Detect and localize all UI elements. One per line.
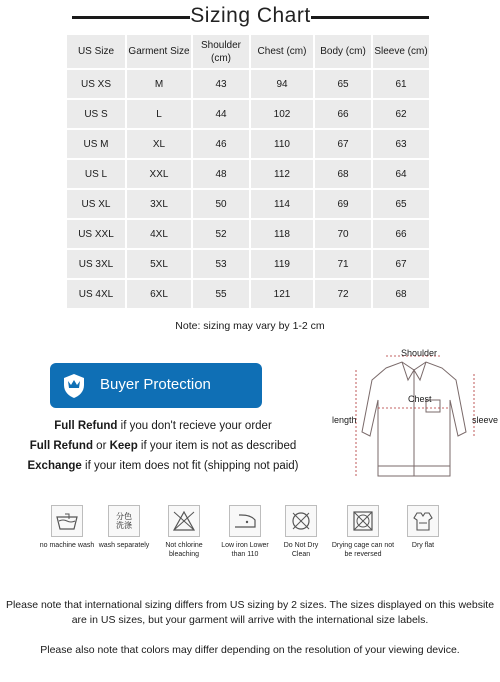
table-cell: US XS — [67, 70, 125, 98]
table-cell: 65 — [315, 70, 371, 98]
table-cell: XXL — [127, 160, 191, 188]
table-row — [67, 160, 429, 188]
table-cell: 67 — [373, 250, 429, 278]
table-cell: US S — [67, 100, 125, 128]
no-dry-clean-icon — [290, 510, 312, 532]
keep-text: if your item is not as described — [137, 440, 297, 452]
title-row — [0, 4, 500, 28]
table-cell: 67 — [315, 130, 371, 158]
table-cell: 46 — [193, 130, 249, 158]
table-row — [67, 280, 429, 308]
buyer-protection-button[interactable] — [50, 363, 262, 408]
table-cell: 55 — [193, 280, 249, 308]
table-cell: US 4XL — [67, 280, 125, 308]
table-cell: 3XL — [127, 190, 191, 218]
buyer-protection-label: Buyer Protection — [100, 376, 211, 393]
table-cell: US XXL — [67, 220, 125, 248]
table-cell: 66 — [373, 220, 429, 248]
header-sleeve: Sleeve (cm) — [373, 35, 429, 68]
care-item — [36, 505, 98, 550]
table-cell: L — [127, 100, 191, 128]
table-cell: 118 — [251, 220, 313, 248]
sizing-note: Note: sizing may vary by 1-2 cm — [175, 320, 325, 332]
table-cell: 50 — [193, 190, 249, 218]
table-cell: 5XL — [127, 250, 191, 278]
iron-icon — [233, 512, 257, 530]
exchange-bold: Exchange — [27, 460, 82, 472]
table-cell: 52 — [193, 220, 249, 248]
table-cell: 43 — [193, 70, 249, 98]
table-cell: 119 — [251, 250, 313, 278]
table-cell: XL — [127, 130, 191, 158]
table-cell: 62 — [373, 100, 429, 128]
table-cell: 72 — [315, 280, 371, 308]
table-cell: 68 — [373, 280, 429, 308]
table-cell: 68 — [315, 160, 371, 188]
color-note: Please also note that colors may differ depending on the resolution of your viewing device. — [40, 644, 460, 656]
refund-text: if you don't recieve your order — [117, 420, 272, 432]
length-label: length — [332, 415, 357, 425]
keep-bold: Keep — [109, 440, 138, 452]
table-cell: 64 — [373, 160, 429, 188]
care-label: Low iron Lower than 110 — [221, 542, 269, 558]
care-label: wash separately — [98, 542, 150, 549]
buyer-protection-terms — [0, 416, 326, 476]
header-us-size: US Size — [67, 35, 125, 68]
care-label: Drying cage can not be reversed — [331, 542, 395, 558]
care-instructions — [0, 505, 500, 575]
garment-diagram — [328, 340, 500, 490]
table-cell: 63 — [373, 130, 429, 158]
table-cell: 94 — [251, 70, 313, 98]
care-label: Do Not Dry Clean — [283, 542, 319, 558]
table-cell: 102 — [251, 100, 313, 128]
refund-bold-2: Full Refund — [29, 440, 93, 452]
exchange-text: if your item does not fit (shipping not paid) — [81, 460, 299, 472]
table-cell: 69 — [315, 190, 371, 218]
header-chest: Chest (cm) — [251, 35, 313, 68]
table-cell: 66 — [315, 100, 371, 128]
table-row — [67, 130, 429, 158]
dry-flat-icon — [411, 510, 435, 532]
table-row — [67, 100, 429, 128]
table-cell: 44 — [193, 100, 249, 128]
table-cell: 61 — [373, 70, 429, 98]
care-label: Not chlorine bleaching — [165, 542, 203, 558]
wash-separately-icon: 分色 洗涤 — [108, 505, 140, 537]
care-item — [330, 505, 396, 559]
title-rule-right — [311, 16, 429, 19]
table-cell: US XL — [67, 190, 125, 218]
hand-wash-icon — [55, 511, 79, 531]
table-cell: US L — [67, 160, 125, 188]
table-row — [67, 250, 429, 278]
care-label: Dry flat — [411, 542, 435, 549]
no-tumble-dry-icon — [351, 509, 375, 533]
refund-line — [0, 416, 326, 436]
title-rule-left — [72, 16, 190, 19]
table-cell: 114 — [251, 190, 313, 218]
care-item — [158, 505, 210, 559]
table-cell: 48 — [193, 160, 249, 188]
chest-label: Chest — [408, 394, 432, 404]
table-row — [67, 190, 429, 218]
table-cell: 70 — [315, 220, 371, 248]
care-label: no machine wash — [39, 542, 95, 549]
care-item — [92, 505, 156, 550]
header-garment-size: Garment Size — [127, 35, 191, 68]
international-sizing-note: Please note that international sizing differs from US sizing by 2 sizes. The sizes displayed on this website are in US sizes, but your garment will arrive with the international size labels. — [5, 599, 495, 626]
header-body: Body (cm) — [315, 35, 371, 68]
table-cell: US 3XL — [67, 250, 125, 278]
table-cell: 121 — [251, 280, 313, 308]
table-cell: 110 — [251, 130, 313, 158]
table-row — [67, 70, 429, 98]
care-item — [276, 505, 326, 559]
sleeve-label: sleeve — [472, 415, 499, 425]
or-text: or — [92, 440, 110, 452]
table-cell: 6XL — [127, 280, 191, 308]
table-cell: 112 — [251, 160, 313, 188]
table-cell: 4XL — [127, 220, 191, 248]
table-cell: 71 — [315, 250, 371, 278]
care-item — [400, 505, 446, 550]
header-shoulder: Shoulder (cm) — [193, 35, 249, 68]
exchange-line — [0, 456, 326, 476]
sizing-table — [65, 33, 431, 310]
keep-line — [0, 436, 326, 456]
page-title: Sizing Chart — [190, 4, 311, 27]
table-row — [67, 220, 429, 248]
shoulder-label: Shoulder — [401, 348, 438, 358]
no-bleach-icon — [172, 510, 196, 532]
table-cell: 65 — [373, 190, 429, 218]
table-header-row — [67, 35, 429, 68]
shield-icon — [63, 373, 85, 399]
table-cell: M — [127, 70, 191, 98]
table-cell: 53 — [193, 250, 249, 278]
table-cell: US M — [67, 130, 125, 158]
refund-bold: Full Refund — [54, 420, 118, 432]
care-item — [214, 505, 276, 559]
